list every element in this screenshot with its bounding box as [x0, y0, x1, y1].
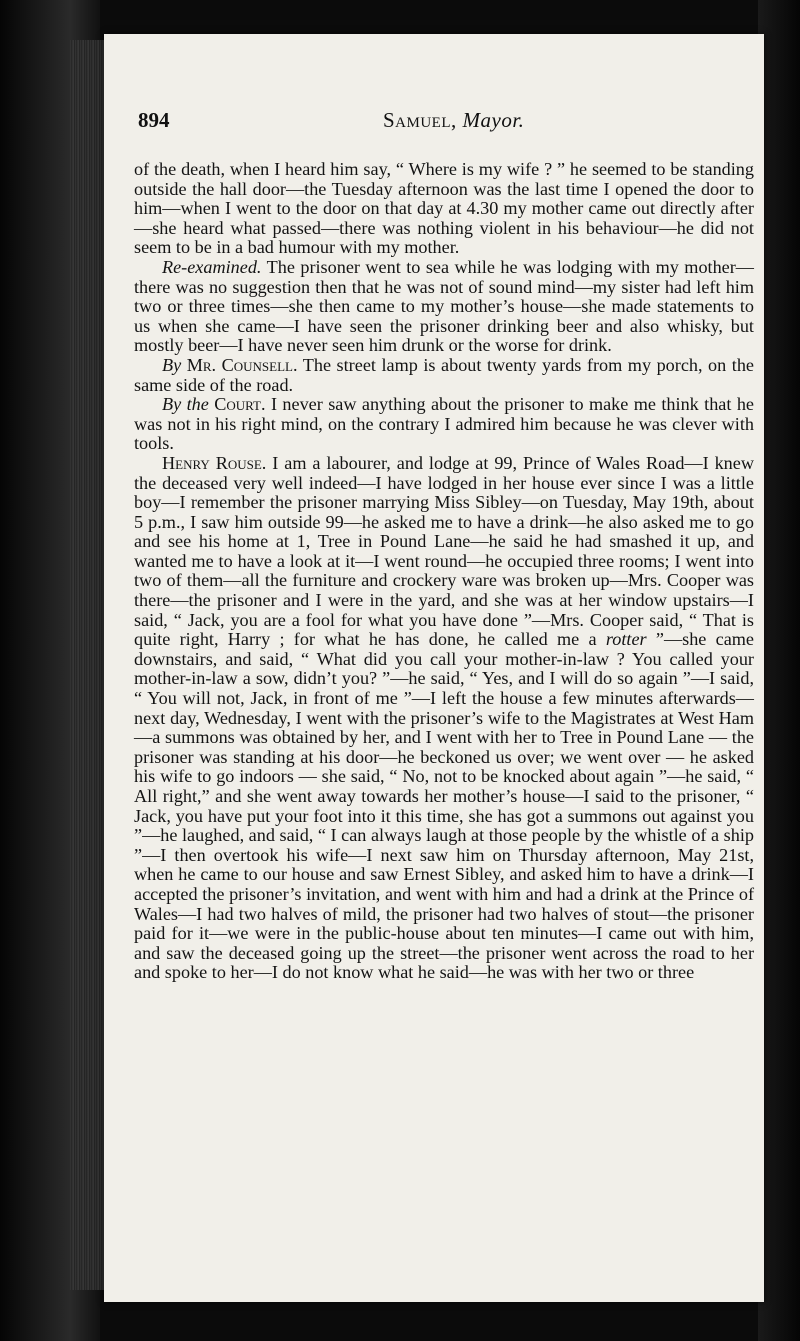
paragraph-text: of the death, when I heard him say, “ Where is my wife ? ” he seemed to be standing outside the hall door—the Tuesday afternoon was the last time I opened the door to him—when I went to the door on that day at 4.30 my mother came out directly after—she heard what passed—there was nothing violent in his behaviour—he did not seem to be in a bad humour with my mother.	[134, 159, 754, 258]
book-page	[104, 34, 764, 1302]
paragraph-by-counsell	[134, 356, 754, 395]
running-head-title: Mayor.	[462, 108, 525, 132]
running-head	[383, 108, 524, 133]
paragraph-label: Court.	[214, 394, 266, 415]
paragraph-henry-rouse	[134, 454, 754, 983]
page-number: 894	[138, 108, 170, 132]
paragraph-label-prefix: By	[162, 354, 182, 375]
paragraph-by-court	[134, 395, 754, 454]
paragraph-label: Mr. Counsell.	[186, 354, 298, 375]
body-text	[134, 160, 754, 983]
page-edges	[70, 40, 106, 1290]
paragraph-text: The street lamp is about twenty yards from my porch, on the same side of the road.	[134, 354, 754, 395]
right-edge-shadow	[758, 0, 800, 1341]
paragraph-label: Henry Rouse.	[162, 452, 267, 473]
italic-word: rotter	[605, 629, 647, 650]
paragraph-text-continued: ”—she came downstairs, and said, “ What did you call your mother-in-law ? You called your mother-in-law a sow, didn’t you? ”—he said, “ Yes, and I will do so again ”—I said, “ You will not, Jack, in front of me ”—I left the house a few minutes afterwards—next day, Wednesday, I went with the prisoner’s wife to the Magistrates at West Ham—a summons was obtained by her, and I went with her to Tree in Pound Lane — the prisoner was standing at his door—he beckoned us over; we went over — he asked his wife to go indoors — she said, “ No, not to be knocked about again ”—he said, “ All right,” and she went away towards her mother’s house—I said to the prisoner, “ Jack, you have put your foot into it this time, she has got a summons out against you ”—he laughed, and said, “ I can always laugh at those people by the whistle of a ship ”—I then overtook his wife—I next saw him on Thursday afternoon, May 21st, when he came to our house and saw Ernest Sibley, and asked him to have a drink—I accepted the prisoner’s invitation, and went with him and had a drink at the Prince of Wales—I had two halves of mild, the prisoner had two halves of stout—the prisoner paid for it—we were in the public-house about ten minutes—I came out with him, and saw the deceased going up the street—the prisoner went across the road to her and spoke to her—I do not know what he said—he was with her two or three	[134, 629, 754, 983]
paragraph-text: I am a labourer, and lodge at 99, Prince of Wales Road—I knew the deceased very well indeed—I have lodged in her house ever since I was a little boy—I remember the prisoner marrying Miss Sibley—on Tuesday, May 19th, about 5 p.m., I saw him outside 99—he asked me to have a drink—he also asked me to go and see his home at 1, Tree in Pound Lane—he said he had smashed it up, and wanted me to have a look at it—I went round—he occupied three rooms; I went into two of them—all the furniture and crockery ware was broken up—Mrs. Cooper was there—the prisoner and I were in the yard, and she was at her window upstairs—I said, “ Jack, you are a fool for what you have done ”—Mrs. Cooper said, “ That is quite right, Harry ; for what he has done, he called me a	[134, 452, 754, 650]
page-header	[138, 108, 748, 140]
paragraph-re-examined	[134, 258, 754, 356]
running-head-name: Samuel,	[383, 108, 457, 132]
paragraph-label: Re-examined.	[162, 256, 262, 277]
paragraph-text: The prisoner went to sea while he was lodging with my mother—there was no suggestion then that he was not of sound mind—my sister had left him two or three times—she then came to my mother’s house—she made statements to us when she came—I have seen the prisoner drinking beer and also whisky, but mostly beer—I have never seen him drunk or the worse for drink.	[134, 256, 754, 356]
paragraph-label-prefix: By the	[162, 394, 209, 415]
paragraph-continued	[134, 160, 754, 258]
paragraph-text: I never saw anything about the prisoner to make me think that he was not in his right mind, on the contrary I admired him because he was clever with tools.	[134, 394, 755, 454]
